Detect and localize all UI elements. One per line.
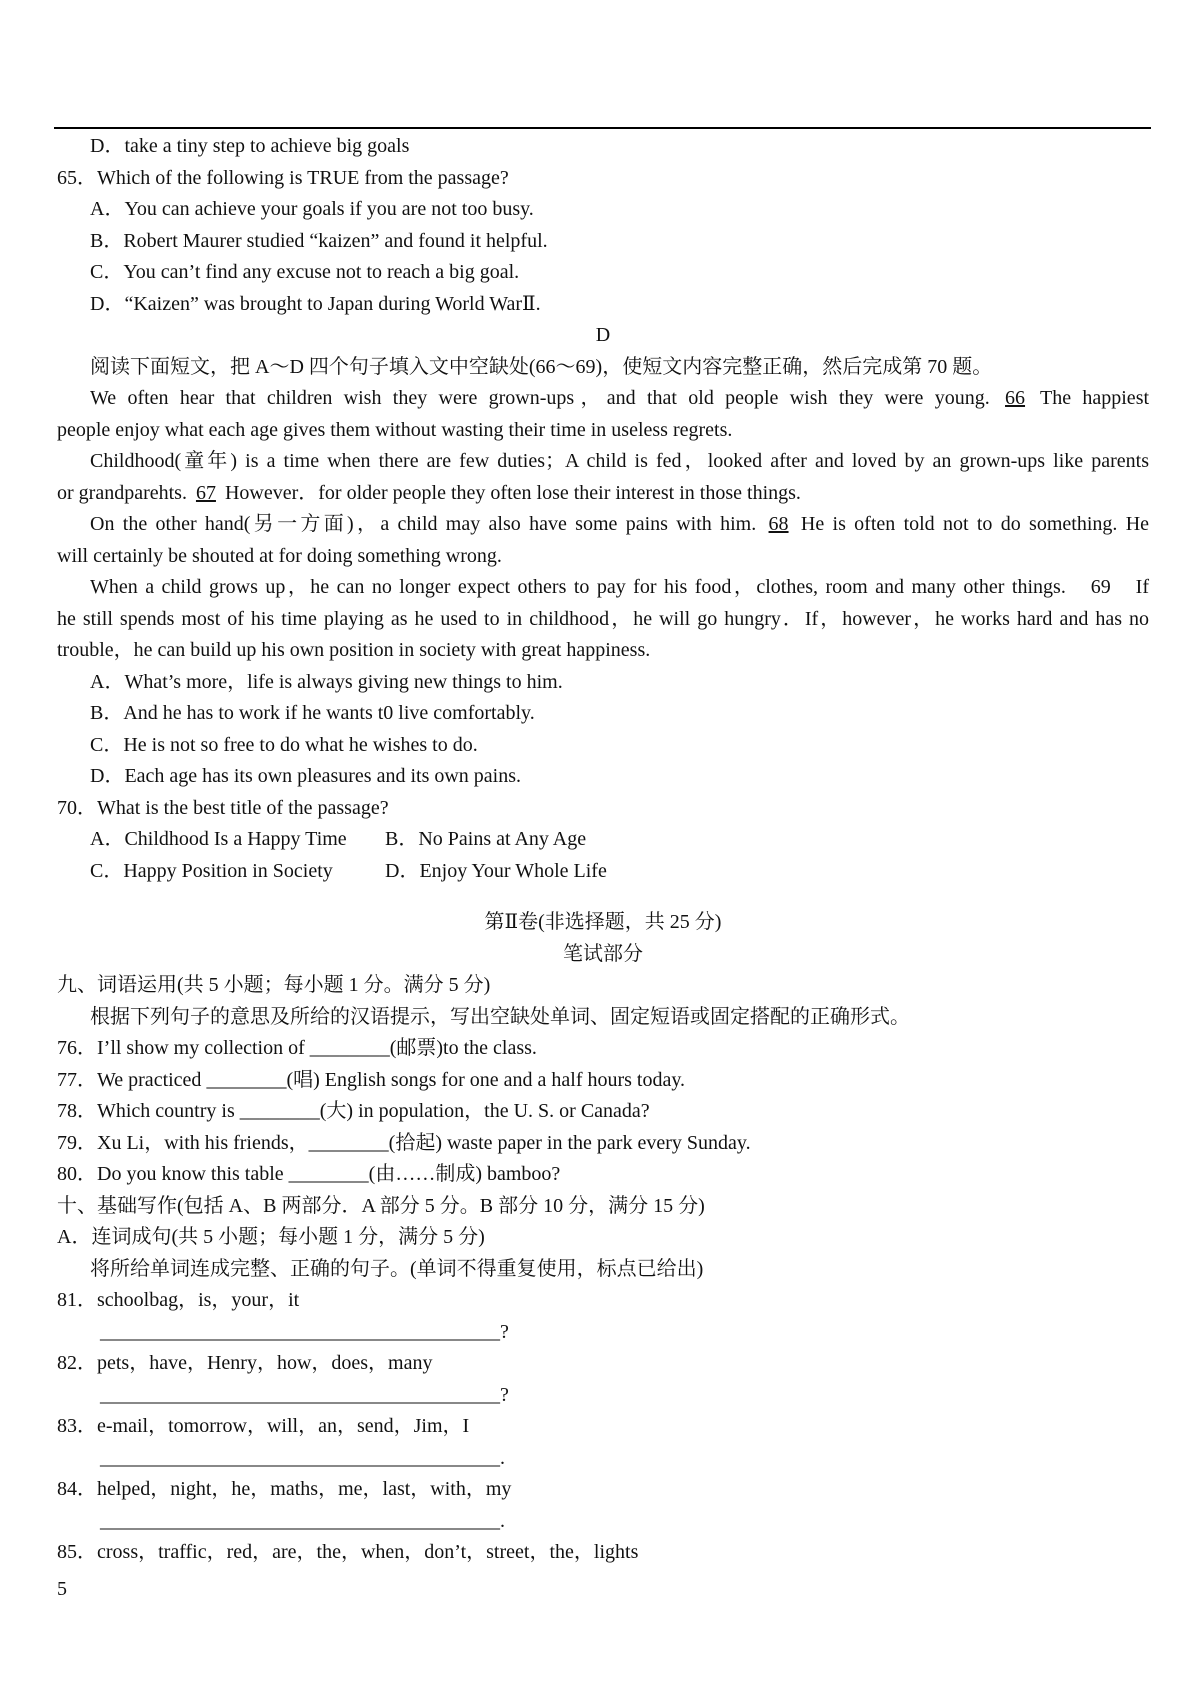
paragraph-text: He is often told not to do something. He <box>800 513 1150 535</box>
spacer <box>57 887 1149 907</box>
section-d-instruction: 阅读下面短文，把 A～D 四个句子填入文中空缺处(66～69)，使短文内容完整正确，然后完成第 70 题。 <box>90 355 993 378</box>
q65-option-a: A．You can achieve your goals if you are not too busy. <box>90 198 534 220</box>
header-rule <box>54 127 1151 129</box>
q70-options-row-1 <box>57 824 1149 856</box>
q84-answer-line: ________________________________________. <box>100 1509 505 1532</box>
q70-option-b: B．No Pains at Any Age <box>385 828 587 850</box>
q65-stem: 65．Which of the following is TRUE from the passage? <box>57 166 509 189</box>
q84-words: 84．helped，night，he，maths，me，last，with，my <box>57 1478 512 1500</box>
choice-c: C．He is not so free to do what he wishes to do. <box>90 733 478 756</box>
section-d-label: D <box>595 324 611 346</box>
q80-post: (由……制成) bamboo? <box>368 1163 561 1185</box>
q76-blank: ________ <box>309 1037 390 1059</box>
q80-blank: ________ <box>288 1163 369 1185</box>
q76 <box>57 1033 1149 1065</box>
blank-67: 67 <box>195 481 216 504</box>
q82-words: 82．pets，have，Henry，how，does，many <box>57 1352 433 1374</box>
section10-part-a: A．连词成句(共 5 小题；每小题 1 分，满分 5 分) <box>57 1226 485 1248</box>
q83-words: 83．e-mail，tomorrow，will，an，send，Jim，I <box>57 1415 470 1437</box>
paragraph-2-line-1: Childhood(童年) is a time when there are few duties；A child is fed，looked after and loved by an grown-ups like parents <box>90 450 1149 472</box>
q70-option-d: D．Enjoy Your Whole Life <box>385 859 607 882</box>
paragraph-3-line-2: will certainly be shouted at for doing something wrong. <box>57 544 502 567</box>
paragraph-1-line-1 <box>57 383 1149 415</box>
q85-words: 85．cross，traffic，red，are，the，when，don’t，street，the，lights <box>57 1541 639 1563</box>
q78-post: (大) in population，the U. S. or Canada? <box>319 1100 650 1122</box>
paragraph-text: We often hear that children wish they were grown-ups，and that old people wish they were young. <box>90 387 990 409</box>
q79-pre: 79．Xu Li，with his friends， <box>57 1131 309 1154</box>
blank-68: 68 <box>768 513 789 535</box>
q70-stem: 70．What is the best title of the passage? <box>57 796 389 819</box>
q79-post: (拾起) waste paper in the park every Sunday. <box>388 1131 751 1154</box>
section9-heading: 九、词语运用(共 5 小题；每小题 1 分。满分 5 分) <box>57 974 491 996</box>
paragraph-2-line-2 <box>57 478 1149 510</box>
q70-option-c: C．Happy Position in Society <box>90 859 333 882</box>
part2-subtitle: 笔试部分 <box>563 942 643 965</box>
paragraph-text: On the other hand(另一方面)，a child may also have some pains with him. <box>90 513 757 535</box>
page-number: 5 <box>57 1578 67 1600</box>
q76-post: (邮票)to the class. <box>389 1037 537 1059</box>
q77-post: (唱) English songs for one and a half hours today. <box>286 1068 686 1091</box>
q65-option-d: D．“Kaizen” was brought to Japan during World WarⅡ. <box>90 292 541 315</box>
paragraph-text: However．for older people they often lose their interest in those things. <box>224 481 801 504</box>
q83-answer-line: ________________________________________. <box>100 1446 505 1469</box>
q81-words: 81．schoolbag，is，your，it <box>57 1289 300 1311</box>
q81-answer-line: ________________________________________? <box>100 1320 509 1343</box>
section10-instruction: 将所给单词连成完整、正确的句子。(单词不得重复使用，标点已给出) <box>90 1257 704 1280</box>
q80 <box>57 1159 1149 1191</box>
q65-option-c: C．You can’t find any excuse not to reach a big goal. <box>90 261 520 283</box>
choice-a: A．What’s more，life is always giving new things to him. <box>90 670 563 693</box>
q82-answer-line: ________________________________________? <box>100 1383 509 1406</box>
q65-option-b: B．Robert Maurer studied “kaizen” and found it helpful. <box>90 229 548 252</box>
paragraph-4-line-1: When a child grows up，he can no longer expect others to pay for his food，clothes, room and many other things. 69 If <box>90 576 1149 598</box>
blank-66: 66 <box>1005 387 1026 409</box>
paragraph-3-line-1 <box>57 509 1149 541</box>
q77-pre: 77．We practiced <box>57 1068 207 1091</box>
q79 <box>57 1128 1149 1160</box>
q76-pre: 76．I’ll show my collection of <box>57 1037 310 1059</box>
section9-instruction: 根据下列句子的意思及所给的汉语提示，写出空缺处单词、固定短语或固定搭配的正确形式。 <box>90 1005 910 1028</box>
paragraph-text: or grandparehts. <box>57 481 187 504</box>
q70-options-row-2 <box>57 856 1149 888</box>
exam-page <box>57 131 1149 1569</box>
q77 <box>57 1065 1149 1097</box>
q78-pre: 78．Which country is <box>57 1100 240 1122</box>
q77-blank: ________ <box>206 1068 287 1091</box>
paragraph-4-line-3: trouble，he can build up his own position in society with great happiness. <box>57 639 651 661</box>
q78-blank: ________ <box>239 1100 320 1122</box>
q70-option-a: A．Childhood Is a Happy Time <box>90 828 347 850</box>
paragraph-1-line-2: people enjoy what each age gives them without wasting their time in useless regrets. <box>57 418 733 441</box>
choice-d: D．Each age has its own pleasures and its own pains. <box>90 765 522 787</box>
choice-b: B．And he has to work if he wants t0 live comfortably. <box>90 702 535 724</box>
q64-option-d: D．take a tiny step to achieve big goals <box>90 135 410 157</box>
part2-title: 第Ⅱ卷(非选择题，共 25 分) <box>484 911 722 933</box>
section10-heading: 十、基础写作(包括 A、B 两部分．A 部分 5 分。B 部分 10 分，满分 15 分) <box>57 1194 705 1217</box>
q78 <box>57 1096 1149 1128</box>
q79-blank: ________ <box>308 1131 389 1154</box>
paragraph-text: The happiest <box>1039 387 1150 409</box>
paragraph-4-line-2: he still spends most of his time playing as he used to in childhood，he will go hungry．If，however，he works hard and has no <box>57 607 1149 630</box>
q80-pre: 80．Do you know this table <box>57 1163 289 1185</box>
